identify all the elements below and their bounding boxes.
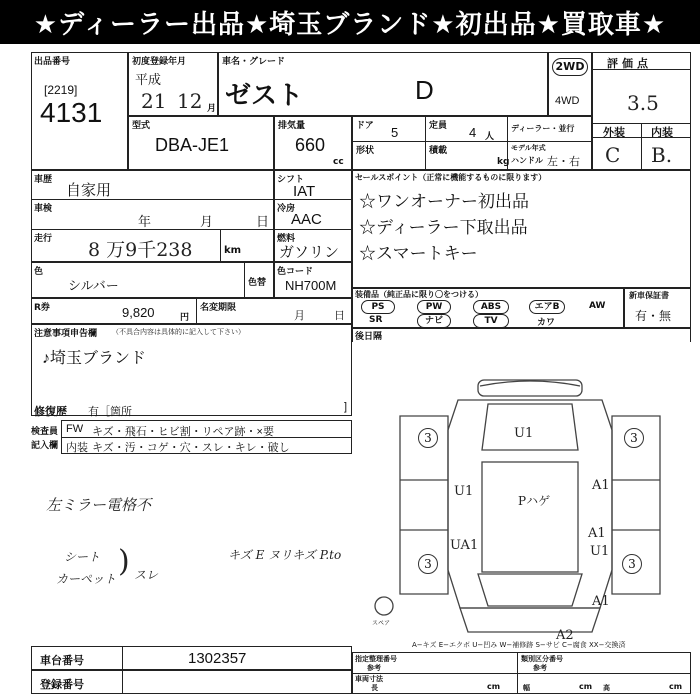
diagram-roof-line [480,381,580,386]
first-reg-month: 12 [177,89,203,113]
ac-label: 冷房 [277,204,296,214]
color-value: シルバー [68,278,119,293]
rating-value: 3.5 [627,91,659,115]
damage-right-d: A1 [592,594,610,609]
equip-navi: ナビ [417,314,451,328]
displacement-value: 660 [295,135,326,155]
usage-box [31,170,274,262]
exterior-grade: C [605,143,621,167]
sales-point-2: ☆ディーラー下取出品 [359,218,528,237]
equipment-box [352,288,624,328]
displacement-unit: cc [333,157,344,167]
damage-mark-top-left: 3 [418,428,438,448]
spare-label: スペア [372,620,391,627]
color-change-label: 色替 [248,278,267,288]
specs-box [352,116,592,170]
diagram-spare-tire [375,597,393,615]
ref-unit-1: cm [487,682,501,691]
first-reg-era: 平成 [135,72,162,87]
handwritten-sure: スレ [134,568,159,582]
load-unit: kg [497,157,510,167]
interior-label: 内装 [651,126,673,139]
model-box [218,52,548,116]
usage-value: 自家用 [66,182,112,199]
registration-box [31,670,352,694]
warranty-value: 有・無 [635,309,672,323]
handwritten-brace: ) [118,544,130,579]
expiry-day: 日 [334,310,345,322]
type-box [128,116,274,170]
color-code-value: NH700M [285,278,337,293]
exterior-label: 外装 [603,126,625,139]
damage-left-door: U1 [454,484,474,499]
equip-airbag: エアB [529,300,565,314]
ref-label-3: 類別区分番号 [521,655,563,663]
drive-box [548,52,592,116]
type-value: DBA-JE1 [155,135,230,155]
aftermarket-label: 後日隔 [355,332,383,342]
inspection-label: 車検 [34,204,53,214]
ref-label-2b: 参考 [533,664,547,672]
equip-leather: カワ [537,318,556,328]
inspector-row-2: キズ・汚・コゲ・穴・スレ・キレ・破し [92,442,290,454]
equip-pw: PW [417,300,451,314]
ref-label-2: 参考 [367,664,381,672]
model-label: 車名・グレード [222,57,286,67]
diagram-rear-bumper [478,380,582,396]
ref-box [352,652,691,694]
first-reg-year: 21 [141,89,167,113]
fuel-label: 燃料 [277,234,296,244]
damage-left-lower: UA1 [450,538,479,553]
handle-label: ハンドル [511,156,543,165]
ref-label-1: 指定整理番号 [355,655,397,663]
equip-sr: SR [369,315,383,325]
equip-tv: TV [473,314,509,328]
mileage-unit: km [224,245,242,256]
inspector-fw-label: FW [66,423,84,435]
recycle-unit: 円 [180,313,190,323]
diagram-windshield [478,574,582,606]
handwritten-carpet: カーペット [56,572,117,586]
damage-roof-front: U1 [514,426,534,441]
ref-label-5: 長 [371,684,378,692]
dealer-label: ディーラー・並行 [511,124,575,133]
equip-abs: ABS [473,300,509,314]
damage-right-b: A1 [588,526,606,541]
equip-ps: PS [361,300,395,314]
notes-label: 注意事項申告欄 [34,329,98,339]
warranty-box [624,288,691,328]
ref-label-4: 車両寸法 [355,675,383,683]
capacity-value: 4 [469,125,477,140]
damage-mark-mid-left: 3 [418,554,438,574]
recycle-box [31,298,352,324]
color-code-box [274,262,352,298]
damage-legend: A−キズ E−エクボ U−凹み W−補修跡 S−サビ C−腐食 XX−交換済 [412,641,626,649]
damage-right-c: U1 [590,544,610,559]
inspection-year: 年 [138,214,152,229]
damage-hood: Pハゲ [518,494,551,508]
ref-unit-3: cm [669,682,683,691]
repair-close: ] [344,401,348,413]
shift-value: IAT [293,183,316,200]
warranty-label: 新車保証書 [629,291,669,300]
chassis-box [31,646,352,670]
model-name: ゼスト [225,80,304,110]
shift-label: シフト [277,175,305,185]
type-label: 型式 [132,121,151,131]
drive-4wd: 4WD [555,95,580,107]
chassis-value: 1302357 [188,650,247,667]
handwritten-mirror: 左ミラー電格不 [46,496,152,514]
registration-label: 登録番号 [40,678,84,691]
load-label: 積載 [429,146,448,156]
capacity-label: 定員 [429,121,448,131]
repair-label: 修復歴 [34,405,67,418]
damage-mark-mid-right: 3 [622,554,642,574]
lot-label: 出品番号 [34,57,71,67]
chassis-label: 車台番号 [40,654,84,667]
damage-right-a: A1 [592,478,610,493]
repair-value: 有［箇所 [88,406,132,418]
lot-code: [2219] [44,83,78,97]
rating-label: 評価点 [607,57,652,70]
inspector-label-1: 検査員 [31,427,59,437]
header-banner: ★ディーラー出品★埼玉ブランド★初出品★買取車★ [0,0,700,44]
first-reg-month-unit: 月 [207,104,217,114]
inspector-box [31,418,352,456]
notes-text: ♪埼玉ブランド [42,350,147,367]
inspector-grid [61,420,352,454]
mileage-label: 走行 [34,234,53,244]
inspector-interior-label: 内装 [66,442,88,454]
displacement-box [274,116,352,170]
ref-label-6: 幅 [523,684,530,692]
ref-unit-2: cm [579,682,593,691]
lot-number: 4131 [40,97,103,128]
sales-points-label: セールスポイント（正常に機能するものに限ります） [355,173,547,182]
inspection-day: 日 [256,214,270,229]
equip-aw: AW [589,301,606,311]
ref-label-7: 高 [603,684,610,692]
handle-value: 左・右 [547,156,580,168]
first-reg-label: 初度登録年月 [132,57,187,67]
inspector-row-1: キズ・飛石・ヒビ割・リペア跡・×要 [92,426,274,438]
equipment-label: 装備品（純正品に限り〇をつける） [355,290,483,299]
drive-2wd: 2WD [552,58,588,76]
color-code-label: 色コード [277,267,314,277]
first-reg-box [128,52,218,116]
usage-label: 車歴 [34,175,53,185]
ac-value: AAC [291,211,322,228]
mileage-value: 8 万9千238 [88,239,193,261]
damage-mark-top-right: 3 [624,428,644,448]
color-box [31,262,274,298]
rating-box [592,52,691,170]
aftermarket-box [352,328,691,342]
displacement-label: 排気量 [278,121,306,131]
damage-bottom: A2 [556,628,574,643]
doors-label: ドア [356,121,374,131]
model-year-label: モデル年式 [511,144,546,152]
shape-label: 形状 [356,146,375,156]
lot-box [31,52,128,170]
sales-point-3: ☆スマートキー [359,244,478,263]
handwritten-mid: キズ E ヌリキズ P.to [228,548,342,562]
diagram-front-bumper [460,608,600,632]
model-grade: D [415,75,434,105]
sales-point-1: ☆ワンオーナー初出品 [359,192,529,211]
color-label: 色 [34,267,44,277]
recycle-value: 9,820 [122,305,155,320]
shift-box [274,170,352,262]
recycle-label: R券 [34,303,50,313]
sales-points-box [352,170,691,288]
inspection-month: 月 [200,214,214,229]
fuel-value: ガソリン [279,244,340,261]
interior-grade: B. [651,143,673,167]
notes-box [31,324,352,416]
handwritten-seat: シート [64,550,101,564]
notes-sublabel: （不具合内容は具体的に記入して下さい） [112,328,245,336]
expiry-month: 月 [294,310,305,322]
doors-value: 5 [391,125,399,140]
diagram-roof [482,462,578,572]
inspector-label-2: 記入欄 [31,441,59,451]
capacity-unit: 人 [485,132,495,142]
expiry-label: 名変期限 [200,303,237,313]
